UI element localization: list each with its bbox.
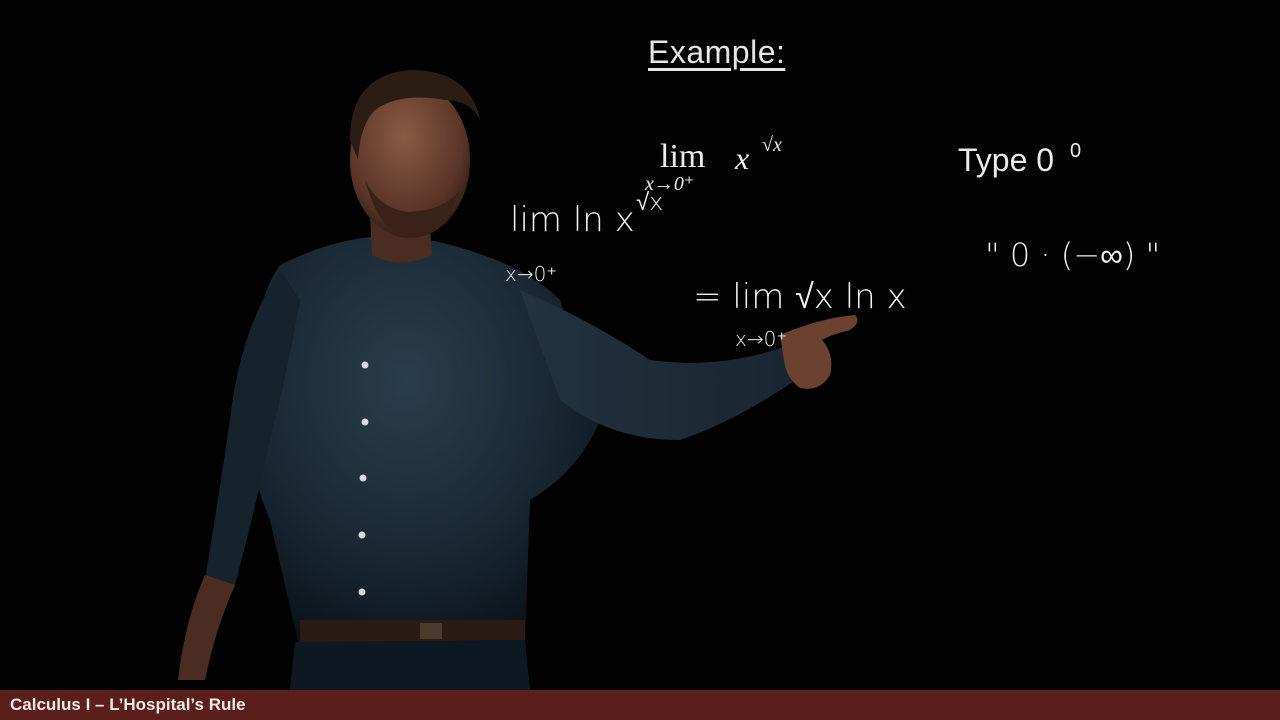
limit-operator: lim — [660, 138, 706, 175]
handwritten-indeterminate-form: " 0 · (−∞) " — [985, 236, 1161, 274]
limit-exponent: √x — [762, 134, 782, 156]
limit-subscript: x→0⁺ — [645, 173, 695, 195]
type-label: Type 0 — [958, 142, 1055, 178]
course-title: Calculus I – L’Hospital’s Rule — [10, 695, 246, 714]
handwritten-limit-ln: lim ln x — [510, 200, 635, 240]
type-exponent: 0 — [1070, 140, 1082, 162]
handwritten-rewritten-limit-subscript: x→0⁺ — [735, 327, 787, 351]
handwritten-rewritten-limit: = lim √x ln x — [693, 277, 907, 317]
handwritten-limit-ln-subscript: x→0⁺ — [505, 262, 557, 286]
handwritten-limit-ln-exponent: √x — [636, 188, 664, 216]
limit-base: x — [735, 140, 750, 176]
footer-bar — [0, 690, 1280, 720]
slide-title: Example: — [648, 34, 786, 70]
